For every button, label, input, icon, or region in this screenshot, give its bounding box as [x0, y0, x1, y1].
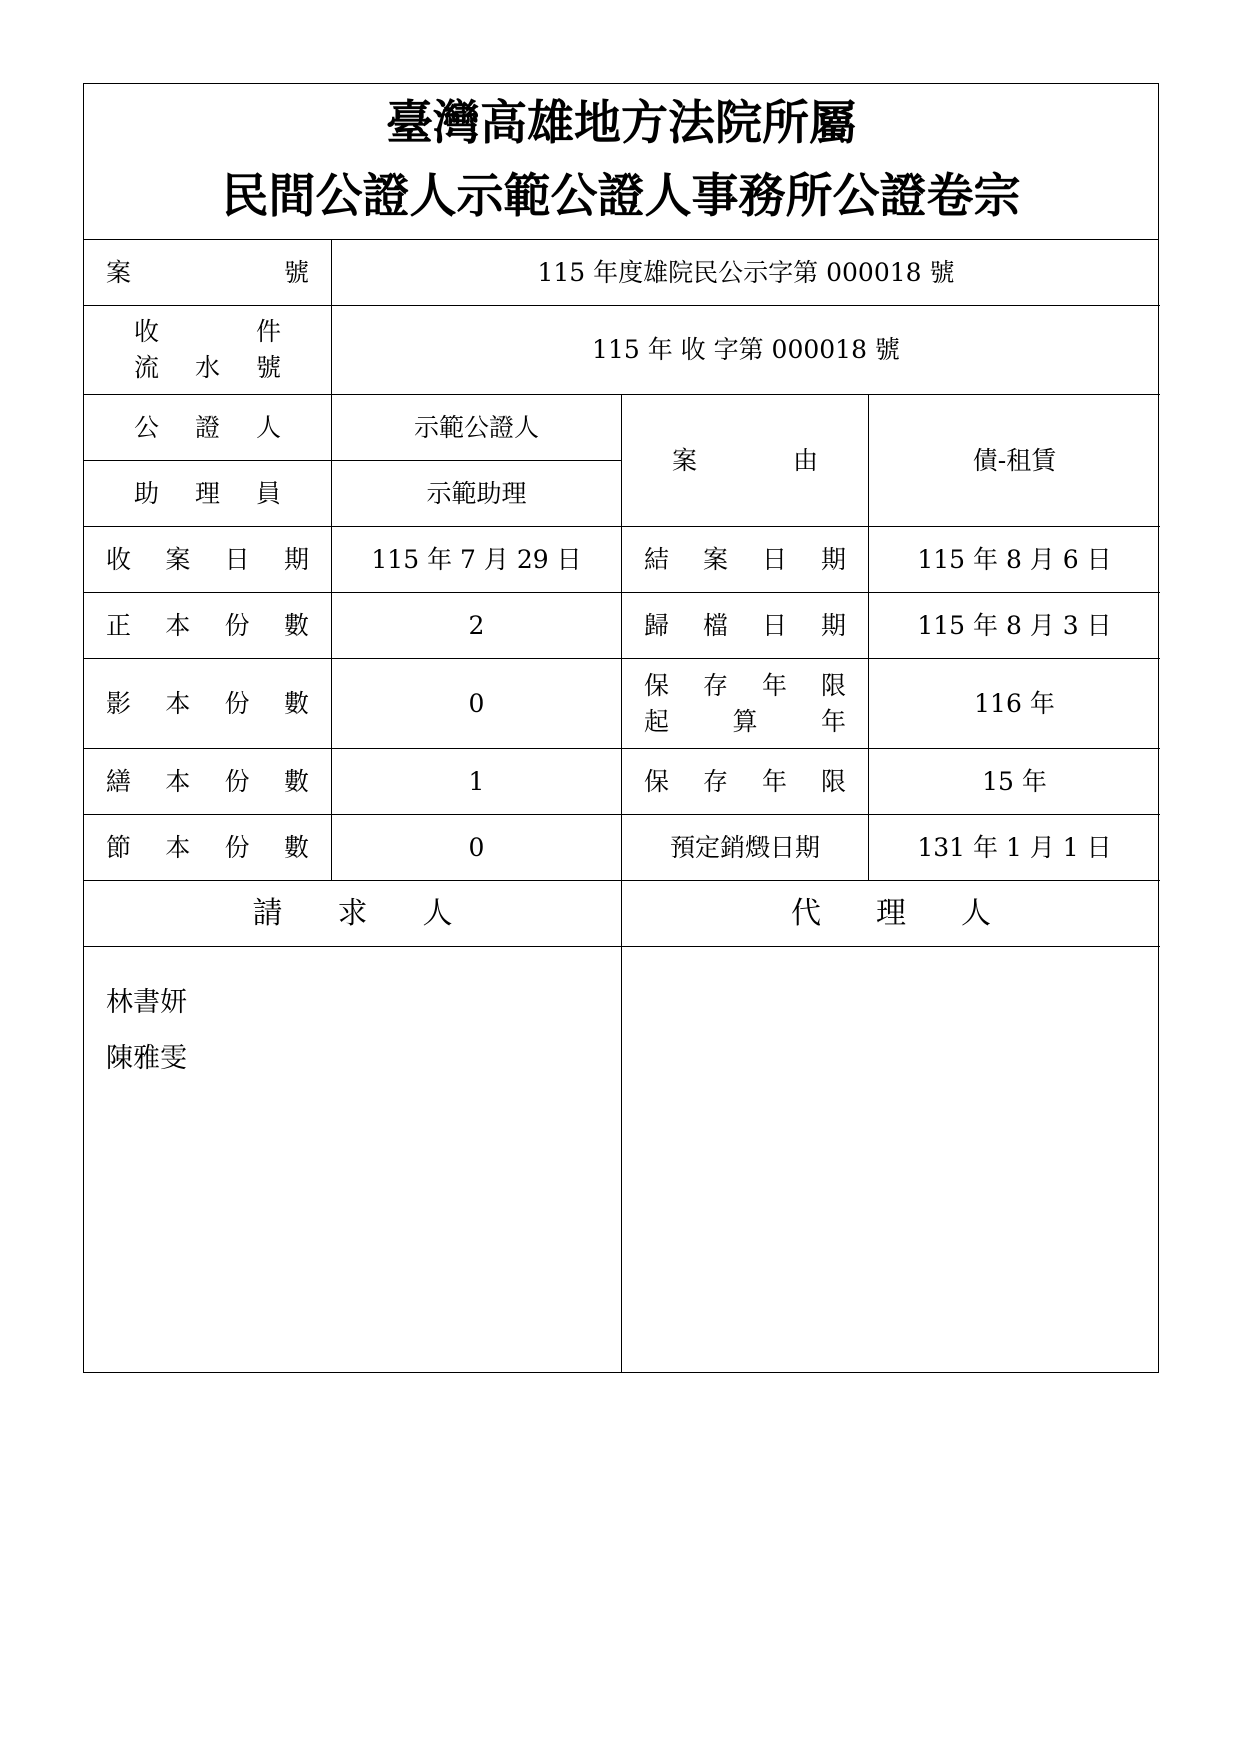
label-char: 理 — [876, 895, 906, 931]
label-char: 案 — [702, 544, 728, 574]
label-char: 起 — [644, 706, 670, 736]
label-char: 影 — [106, 688, 132, 718]
label-char: 本 — [165, 766, 191, 796]
label-char: 檔 — [702, 610, 728, 640]
destroy-date-label: 預定銷燬日期 — [622, 815, 869, 881]
label-char: 求 — [337, 895, 368, 931]
label-char: 本 — [165, 688, 191, 718]
retention-period-label — [622, 749, 869, 815]
receipt-serial-label — [84, 306, 332, 395]
original-copies-value: 2 — [332, 593, 622, 659]
label-char: 限 — [820, 766, 846, 796]
label-char: 期 — [820, 544, 846, 574]
transcripts-value: 1 — [332, 749, 622, 815]
requester-heading-text — [253, 896, 453, 932]
label-char: 日 — [761, 544, 787, 574]
title-line-1: 臺灣高雄地方法院所屬 — [386, 96, 856, 151]
retention-start-label-line2 — [622, 704, 868, 740]
label-char: 件 — [255, 317, 281, 346]
label-char: 份 — [224, 688, 250, 718]
requester-name: 陳雅雯 — [106, 1043, 187, 1074]
label-char: 數 — [283, 610, 309, 640]
case-number-label — [84, 240, 332, 306]
label-char: 數 — [283, 766, 309, 796]
label-char: 案 — [165, 544, 191, 574]
requester-name: 林書妍 — [106, 987, 187, 1018]
case-number-value: 115 年度雄院民公示字第 000018 號 — [332, 240, 1160, 306]
excerpts-value: 0 — [332, 815, 622, 881]
photocopies-label — [84, 659, 332, 749]
label-char: 本 — [165, 832, 191, 862]
label-char: 收 — [134, 317, 160, 346]
retention-start-value: 116 年 — [869, 659, 1160, 749]
label-char: 年 — [761, 766, 787, 796]
label-char: 年 — [820, 706, 846, 736]
label-char: 請 — [252, 895, 283, 931]
label-char: 存 — [702, 766, 728, 796]
retention-start-label — [622, 659, 869, 749]
label-char: 份 — [224, 610, 250, 640]
agent-list — [622, 947, 1159, 1372]
agent-heading — [622, 881, 1160, 947]
label-char: 案 — [106, 257, 132, 287]
requester-heading — [84, 881, 622, 947]
assistant-value: 示範助理 — [332, 461, 622, 527]
label-char: 號 — [255, 353, 281, 382]
transcripts-label — [84, 749, 332, 815]
label-char: 流 — [134, 353, 160, 382]
case-cause-value: 債-租賃 — [869, 395, 1160, 527]
assistant-label — [84, 461, 332, 527]
label-char: 保 — [644, 670, 670, 700]
label-char: 期 — [820, 610, 846, 640]
label-char: 年 — [761, 670, 787, 700]
label-char: 日 — [761, 610, 787, 640]
label-char: 正 — [106, 610, 132, 640]
label-char: 人 — [422, 895, 453, 931]
excerpts-label — [84, 815, 332, 881]
label-char: 案 — [672, 445, 698, 475]
filed-date-label — [622, 593, 869, 659]
label-char: 期 — [283, 544, 309, 574]
retention-period-value: 15 年 — [869, 749, 1160, 815]
label-char: 理 — [194, 478, 220, 508]
notary-value: 示範公證人 — [332, 395, 622, 461]
label-char: 人 — [255, 412, 281, 442]
label-char: 由 — [792, 445, 818, 475]
receipt-serial-label-line1 — [84, 314, 331, 350]
label-char: 限 — [820, 670, 846, 700]
label-char: 繕 — [106, 766, 132, 796]
label-char: 水 — [194, 353, 220, 382]
label-char: 算 — [732, 706, 758, 736]
receipt-serial-label-line2 — [84, 350, 331, 386]
filed-date-value: 115 年 8 月 3 日 — [869, 593, 1160, 659]
label-char: 代 — [791, 895, 821, 931]
case-cause-label — [622, 395, 869, 527]
label-char: 收 — [106, 544, 132, 574]
agent-heading-text — [791, 896, 991, 932]
label-char: 數 — [283, 832, 309, 862]
label-char: 員 — [255, 478, 281, 508]
label-char: 存 — [702, 670, 728, 700]
label-char: 份 — [224, 832, 250, 862]
received-date-value: 115 年 7 月 29 日 — [332, 527, 622, 593]
original-copies-label — [84, 593, 332, 659]
destroy-date-value: 131 年 1 月 1 日 — [869, 815, 1160, 881]
label-char: 保 — [644, 766, 670, 796]
retention-start-label-line1 — [622, 668, 868, 704]
label-char: 證 — [194, 412, 220, 442]
label-char: 份 — [224, 766, 250, 796]
label-char: 本 — [165, 610, 191, 640]
received-date-label — [84, 527, 332, 593]
label-char: 助 — [134, 478, 160, 508]
label-char: 結 — [644, 544, 670, 574]
title-line-2: 民間公證人示範公證人事務所公證卷宗 — [221, 169, 1021, 224]
label-char: 歸 — [644, 610, 670, 640]
label-char: 公 — [134, 412, 160, 442]
label-char: 數 — [283, 688, 309, 718]
requester-list — [84, 947, 622, 1372]
label-char: 人 — [961, 895, 991, 931]
label-char: 節 — [106, 832, 132, 862]
label-char: 日 — [224, 544, 250, 574]
closed-date-label — [622, 527, 869, 593]
document-title — [84, 84, 1158, 240]
photocopies-value: 0 — [332, 659, 622, 749]
case-file-cover — [83, 83, 1159, 1373]
closed-date-value: 115 年 8 月 6 日 — [869, 527, 1160, 593]
label-char: 號 — [283, 257, 309, 287]
notary-label — [84, 395, 332, 461]
receipt-serial-value: 115 年 收 字第 000018 號 — [332, 306, 1160, 395]
